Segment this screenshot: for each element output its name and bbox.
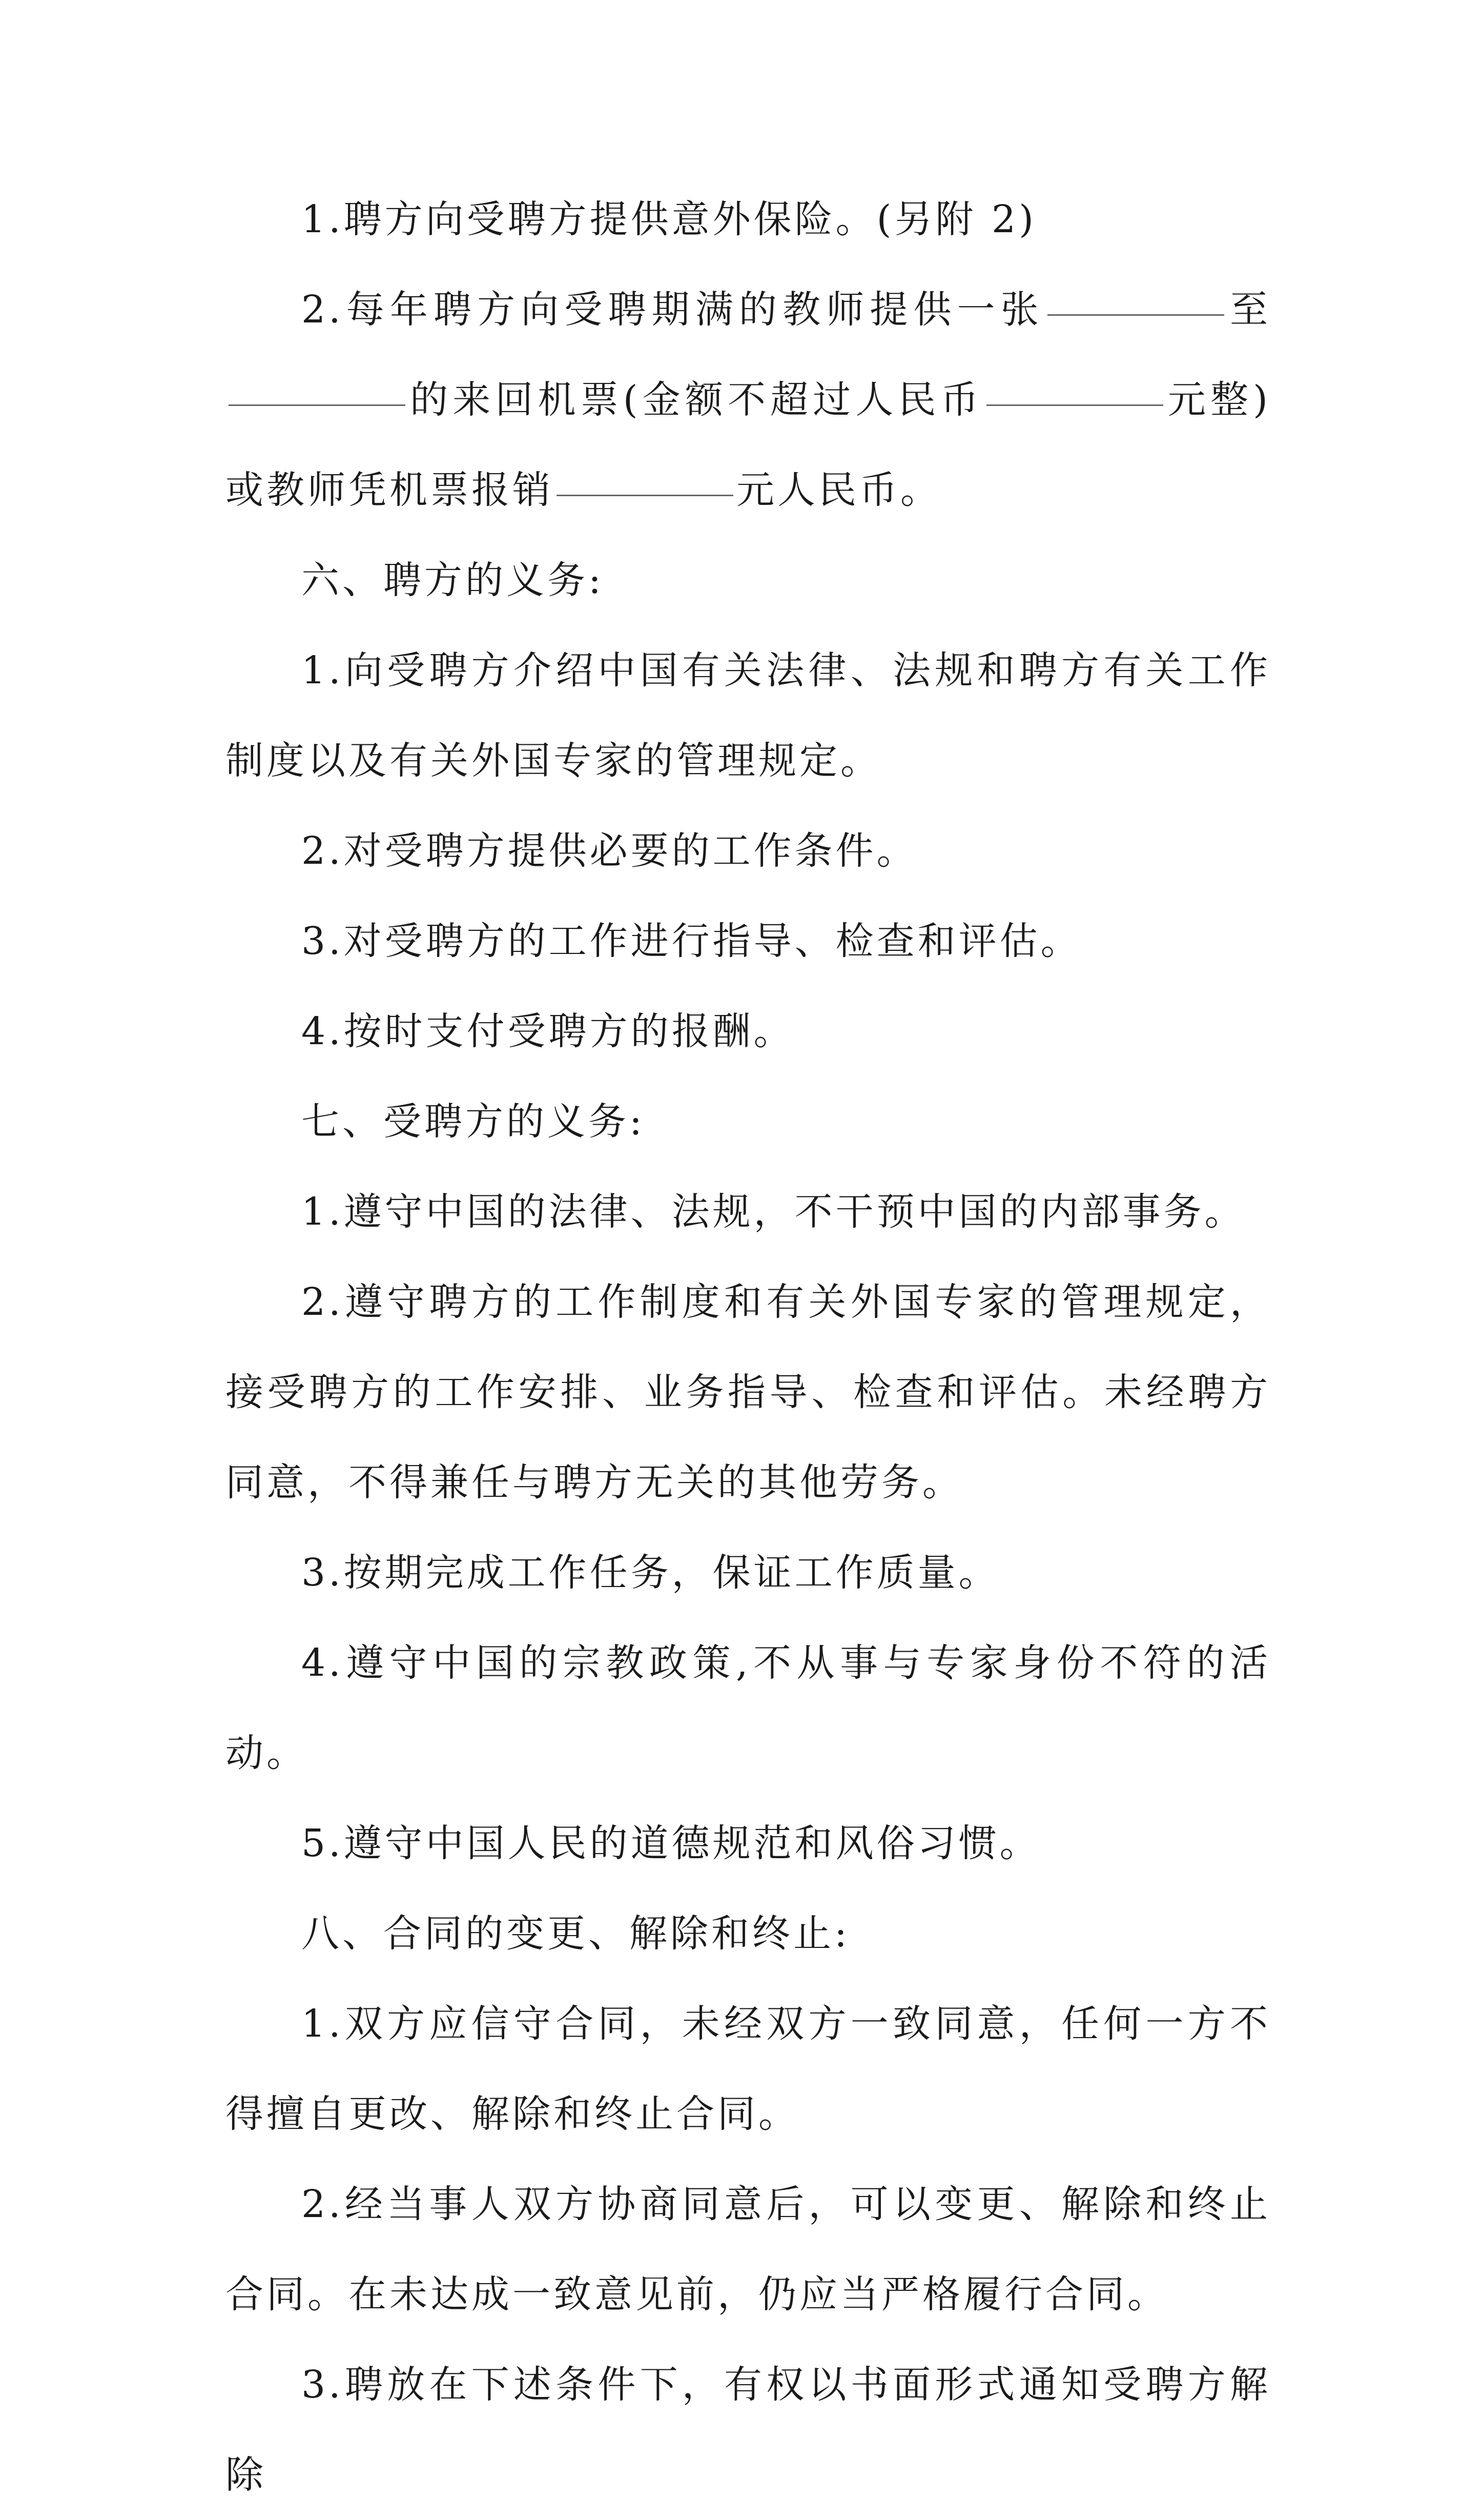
blank-reimburse-amount	[557, 494, 733, 496]
blank-amount-limit	[986, 404, 1163, 406]
employee-duty-item: 5.遵守中国人民的道德规范和风俗习惯。	[301, 1821, 1041, 1865]
airfare-text-c: 的来回机票(金额不超过人民币	[408, 378, 983, 422]
insurance-clause: 1.聘方向受聘方提供意外保险。(另附 2)	[301, 197, 1037, 241]
airfare-text-a: 2.每年聘方向受聘期满的教师提供一张	[301, 288, 1044, 332]
employee-duty-item: 4.遵守中国的宗教政策,不从事与专家身份不符的活动。	[225, 1641, 1271, 1775]
contract-change-item: 1.双方应信守合同，未经双方一致同意，任何一方不得擅自更改、解除和终止合同。	[225, 2002, 1271, 2136]
contract-change-item: 3.聘放在下述条件下，有权以书面形式通知受聘方解除	[225, 2363, 1271, 2497]
employee-duty-item: 1.遵守中国的法律、法规，不干预中国的内部事务。	[301, 1190, 1246, 1234]
blank-from-city	[1047, 314, 1224, 316]
contract-change-item: 2.经当事人双方协商同意后，可以变更、解除和终止合同。在未达成一致意见前，仍应当严格履行合同。	[225, 2182, 1271, 2316]
employer-duty-item: 4.按时支付受聘方的报酬。	[301, 1009, 795, 1053]
employee-duty-item: 3.按期完成工作任务，保证工作质量。	[301, 1551, 1000, 1595]
airfare-clause	[225, 265, 1271, 535]
section-heading-employer-duties: 六、聘方的义务:	[301, 558, 604, 602]
employee-duty-item: 2.遵守聘方的工作制度和有关外国专家的管理规定，接受聘方的工作安排、业务指导、检查和评估。未经聘方同意，不得兼任与聘方无关的其他劳务。	[225, 1280, 1271, 1505]
airfare-text-f: 元人民币。	[736, 468, 941, 512]
section-heading-contract-changes: 八、合同的变更、解除和终止:	[301, 1912, 850, 1956]
employer-duty-item: 3.对受聘方的工作进行指导、检查和评估。	[301, 919, 1082, 963]
section-heading-employee-duties: 七、受聘方的义务:	[301, 1100, 645, 1144]
employer-duty-item: 2.对受聘方提供必要的工作条件。	[301, 829, 918, 873]
document-page	[225, 174, 1271, 2520]
airfare-text-d: 元整)或	[225, 378, 1271, 512]
blank-to-city	[229, 404, 405, 406]
employer-duty-item: 1.向受聘方介绍中国有关法律、法规和聘方有关工作制度以及有关外国专家的管理规定。	[225, 648, 1271, 783]
airfare-text-e: 教师凭机票报销	[266, 468, 553, 512]
airfare-text-b: 至	[1227, 288, 1271, 332]
